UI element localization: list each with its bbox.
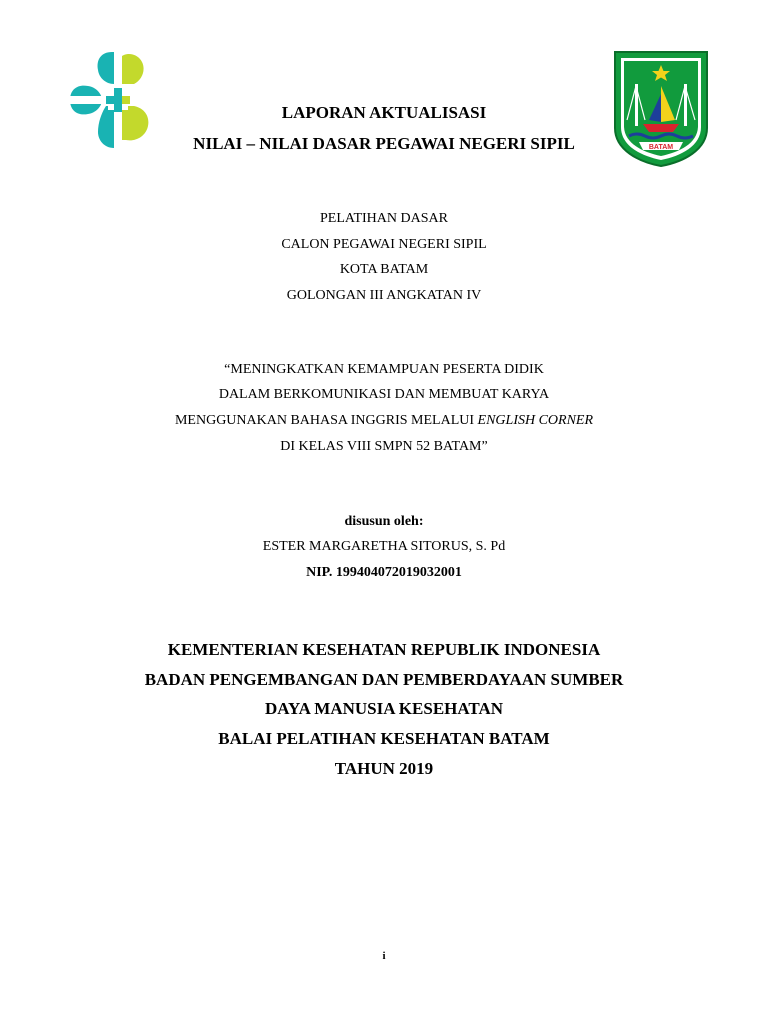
training-line-2: CALON PEGAWAI NEGERI SIPIL: [281, 237, 487, 252]
institution-line-4: BALAI PELATIHAN KESEHATAN BATAM: [218, 729, 550, 748]
topic-line-1: “MENINGKATKAN KEMAMPUAN PESERTA DIDIK: [224, 362, 544, 377]
institution-line-3: DAYA MANUSIA KESEHATAN: [264, 699, 504, 718]
institution-line-2: BADAN PENGEMBANGAN DAN PEMBERDAYAAN SUMBER: [144, 670, 624, 689]
page-number: i: [382, 950, 386, 962]
training-line-3: KOTA BATAM: [339, 262, 429, 277]
emblem-text: BATAM: [648, 144, 674, 151]
report-title: LAPORAN AKTUALISASI: [281, 103, 487, 122]
institution-line-1: KEMENTERIAN KESEHATAN REPUBLIK INDONESIA: [167, 640, 601, 659]
author-nip: NIP. 199404072019032001: [306, 565, 462, 580]
institution-year: TAHUN 2019: [334, 759, 434, 778]
topic-line-3: [0, 413, 768, 429]
topic-line-3-italic: ENGLISH CORNER: [477, 413, 594, 428]
training-line-4: GOLONGAN III ANGKATAN IV: [286, 288, 482, 303]
author-label: disusun oleh:: [344, 514, 424, 529]
author-name: ESTER MARGARETHA SITORUS, S. Pd: [262, 539, 506, 554]
topic-line-4: DI KELAS VIII SMPN 52 BATAM”: [280, 439, 488, 454]
report-subtitle: NILAI – NILAI DASAR PEGAWAI NEGERI SIPIL: [193, 134, 575, 153]
topic-line-2: DALAM BERKOMUNIKASI DAN MEMBUAT KARYA: [218, 387, 550, 402]
training-line-1: PELATIHAN DASAR: [320, 211, 448, 226]
topic-line-3-prefix: MENGGUNAKAN BAHASA INGGRIS MELALUI: [174, 413, 478, 428]
